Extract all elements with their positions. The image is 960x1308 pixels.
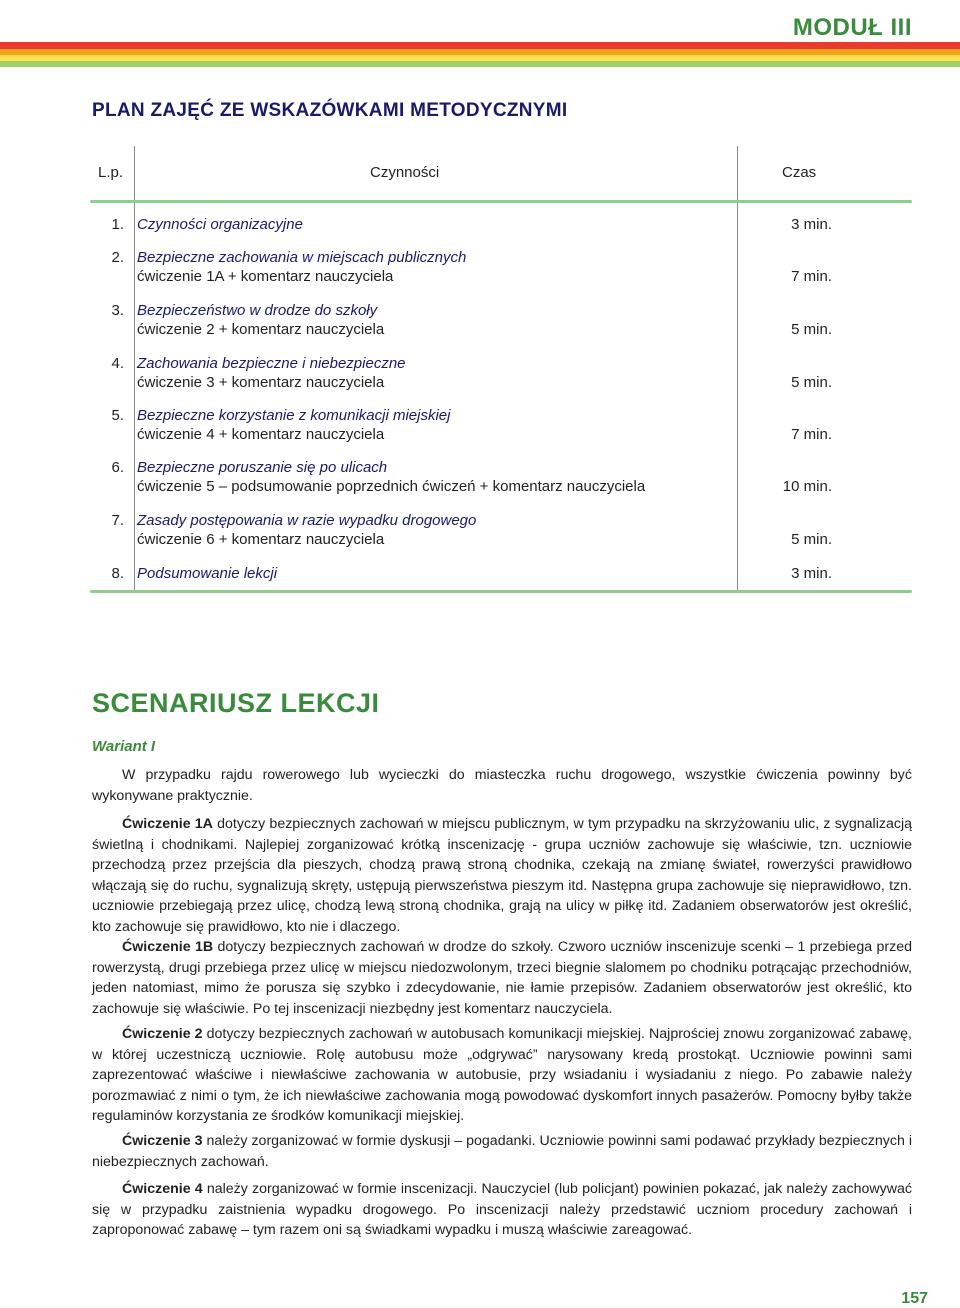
exercise-label: Ćwiczenie 1B (122, 939, 214, 955)
row-activity (137, 458, 645, 496)
exercise-label: Ćwiczenie 4 (122, 1181, 203, 1197)
activity-title: Bezpieczne poruszanie się po ulicach (137, 459, 388, 476)
row-time: 3 min. (791, 216, 832, 233)
row-time: 5 min. (791, 374, 832, 391)
activity-title: Czynności organizacyjne (137, 216, 303, 233)
exercise-paragraph (92, 937, 912, 1019)
row-time: 5 min. (791, 531, 832, 548)
header-lp: L.p. (98, 164, 124, 181)
exercise-label: Ćwiczenie 2 (122, 1026, 203, 1042)
header-activities: Czynności (370, 164, 440, 181)
row-time: 7 min. (791, 268, 832, 285)
row-number: 4. (111, 355, 124, 372)
row-activity (137, 406, 450, 444)
page-number: 157 (901, 1290, 928, 1307)
activity-title: Bezpieczne korzystanie z komunikacji miejskiej (137, 407, 451, 424)
exercise-text: dotyczy bezpiecznych zachowań w autobusach komunikacji miejskiej. Najprościej znowu zorganizować zabawę, w której uczestniczą uczniowie. Rolę autobusu może „odgrywać” narysowany kredą prostokąt. Uczniowie powinni sami zaprezentować właściwe i niewłaściwe zachowania w autobusie, przy wsiadaniu i wysiadaniu z niego. Po zabawie należy porozmawiać z nimi o tym, że ich niewłaściwe zachowania mogą powodować dyskomfort innych pasażerów. Pomocny byłby także regulaminów korzystania ze środków komunikacji miejskiej. (92, 1026, 912, 1125)
exercise-paragraph (92, 1179, 912, 1241)
row-time: 10 min. (782, 478, 832, 495)
row-activity (137, 215, 303, 234)
activity-title: Bezpieczne zachowania w miejscach publicznych (137, 249, 467, 266)
variant-label: Wariant I (92, 738, 156, 755)
row-time: 7 min. (791, 426, 832, 443)
row-number: 7. (111, 512, 124, 529)
plan-title: PLAN ZAJĘĆ ZE WSKAZÓWKAMI METODYCZNYMI (92, 100, 568, 121)
stripe-red (0, 42, 960, 49)
row-number: 6. (111, 459, 124, 476)
exercise-paragraph (92, 1024, 912, 1127)
activity-detail: ćwiczenie 1A + komentarz nauczyciela (137, 268, 394, 285)
table-top-rule (90, 200, 912, 203)
row-time: 5 min. (791, 321, 832, 338)
scenario-title: SCENARIUSZ LEKCJI (92, 688, 380, 718)
row-number: 3. (111, 302, 124, 319)
activity-title: Zasady postępowania w razie wypadku drogowego (137, 512, 477, 529)
exercise-text: dotyczy bezpiecznych zachowań w drodze do szkoły. Czworo uczniów inscenizuje scenki – 1 przebiega przed rowerzystą, drugi przebiega przez ulicę w miejscu niedozwolonym, trzeci biegnie slalomem po chodniku potrącając przechodniów, jeden natomiast, mimo że porusza się szybko i zdecydowanie, nie łamie przepisów. Zadaniem obserwatorów jest określić, kto zachowuje się właściwie. Po tej inscenizacji niezbędny jest komentarz nauczyciela. (92, 939, 912, 1017)
activity-title: Zachowania bezpieczne i niebezpieczne (137, 355, 406, 372)
header-time: Czas (782, 164, 817, 181)
row-number: 5. (111, 407, 124, 424)
exercise-paragraph (92, 814, 912, 938)
activity-detail: ćwiczenie 3 + komentarz nauczyciela (137, 374, 385, 391)
module-label: MODUŁ III (792, 14, 912, 41)
exercise-text: dotyczy bezpiecznych zachowań w miejscu publicznym, w tym przypadku na skrzyżowaniu ulic, z sygnalizacją świetlną i chodnikami. Najlepiej zorganizować krótką inscenizację - grupa uczniów zachowuje się właściwie, tzn. uczniowie przechodzą przez przejścia dla pieszych, chodzą prawą stroną chodnika, czekają na zmianę świateł, rowerzyści prawidłowo włączają się do ruchu, sygnalizują skręty, ustępują pierwszeństwa pieszym itd. Następna grupa zachowuje się nieprawidłowo, tzn. uczniowie przebiegają przez ulicę, chodzą lewą stroną chodnika, grają na ulicy w piłkę itd. Zadaniem obserwatorów jest określić, kto zachowuje się prawidłowo, kto nie i dlaczego. (92, 816, 912, 935)
exercise-label: Ćwiczenie 1A (122, 816, 213, 832)
activity-title: Podsumowanie lekcji (137, 565, 278, 582)
activity-title: Bezpieczeństwo w drodze do szkoły (137, 302, 378, 319)
row-activity (137, 511, 476, 549)
intro-text: W przypadku rajdu rowerowego lub wycieczki do miasteczka ruchu drogowego, wszystkie ćwiczenia powinny być wykonywane praktycznie. (92, 767, 912, 804)
row-activity (137, 564, 277, 583)
activity-detail: ćwiczenie 4 + komentarz nauczyciela (137, 426, 385, 443)
intro-paragraph (92, 765, 912, 806)
stripe-green (0, 61, 960, 67)
activity-detail: ćwiczenie 6 + komentarz nauczyciela (137, 531, 385, 548)
row-activity (137, 248, 466, 286)
column-divider-right (737, 146, 738, 590)
row-number: 8. (111, 565, 124, 582)
table-bottom-rule (90, 590, 912, 593)
exercise-paragraph (92, 1131, 912, 1172)
row-time: 3 min. (791, 565, 832, 582)
column-divider-left (134, 146, 135, 590)
exercise-text: należy zorganizować w formie inscenizacji. Nauczyciel (lub policjant) powinien pokazać, jak należy zachowywać się w przypadku zaistnienia wypadku drogowego. Po inscenizacji należy przedstawić uczniom procedury zachowań i zaproponować zabawę – tym razem oni są świadkami wypadku i muszą właściwie zareagować. (92, 1181, 912, 1239)
row-number: 2. (111, 249, 124, 266)
activity-detail: ćwiczenie 5 – podsumowanie poprzednich ćwiczeń + komentarz nauczyciela (137, 478, 646, 495)
row-activity (137, 301, 384, 339)
activity-detail: ćwiczenie 2 + komentarz nauczyciela (137, 321, 385, 338)
header-stripes (0, 42, 960, 68)
row-activity (137, 354, 406, 392)
exercise-text: należy zorganizować w formie dyskusji – pogadanki. Uczniowie powinni sami podawać przykłady bezpiecznych i niebezpiecznych zachowań. (92, 1133, 912, 1170)
exercise-label: Ćwiczenie 3 (122, 1133, 203, 1149)
row-number: 1. (111, 216, 124, 233)
